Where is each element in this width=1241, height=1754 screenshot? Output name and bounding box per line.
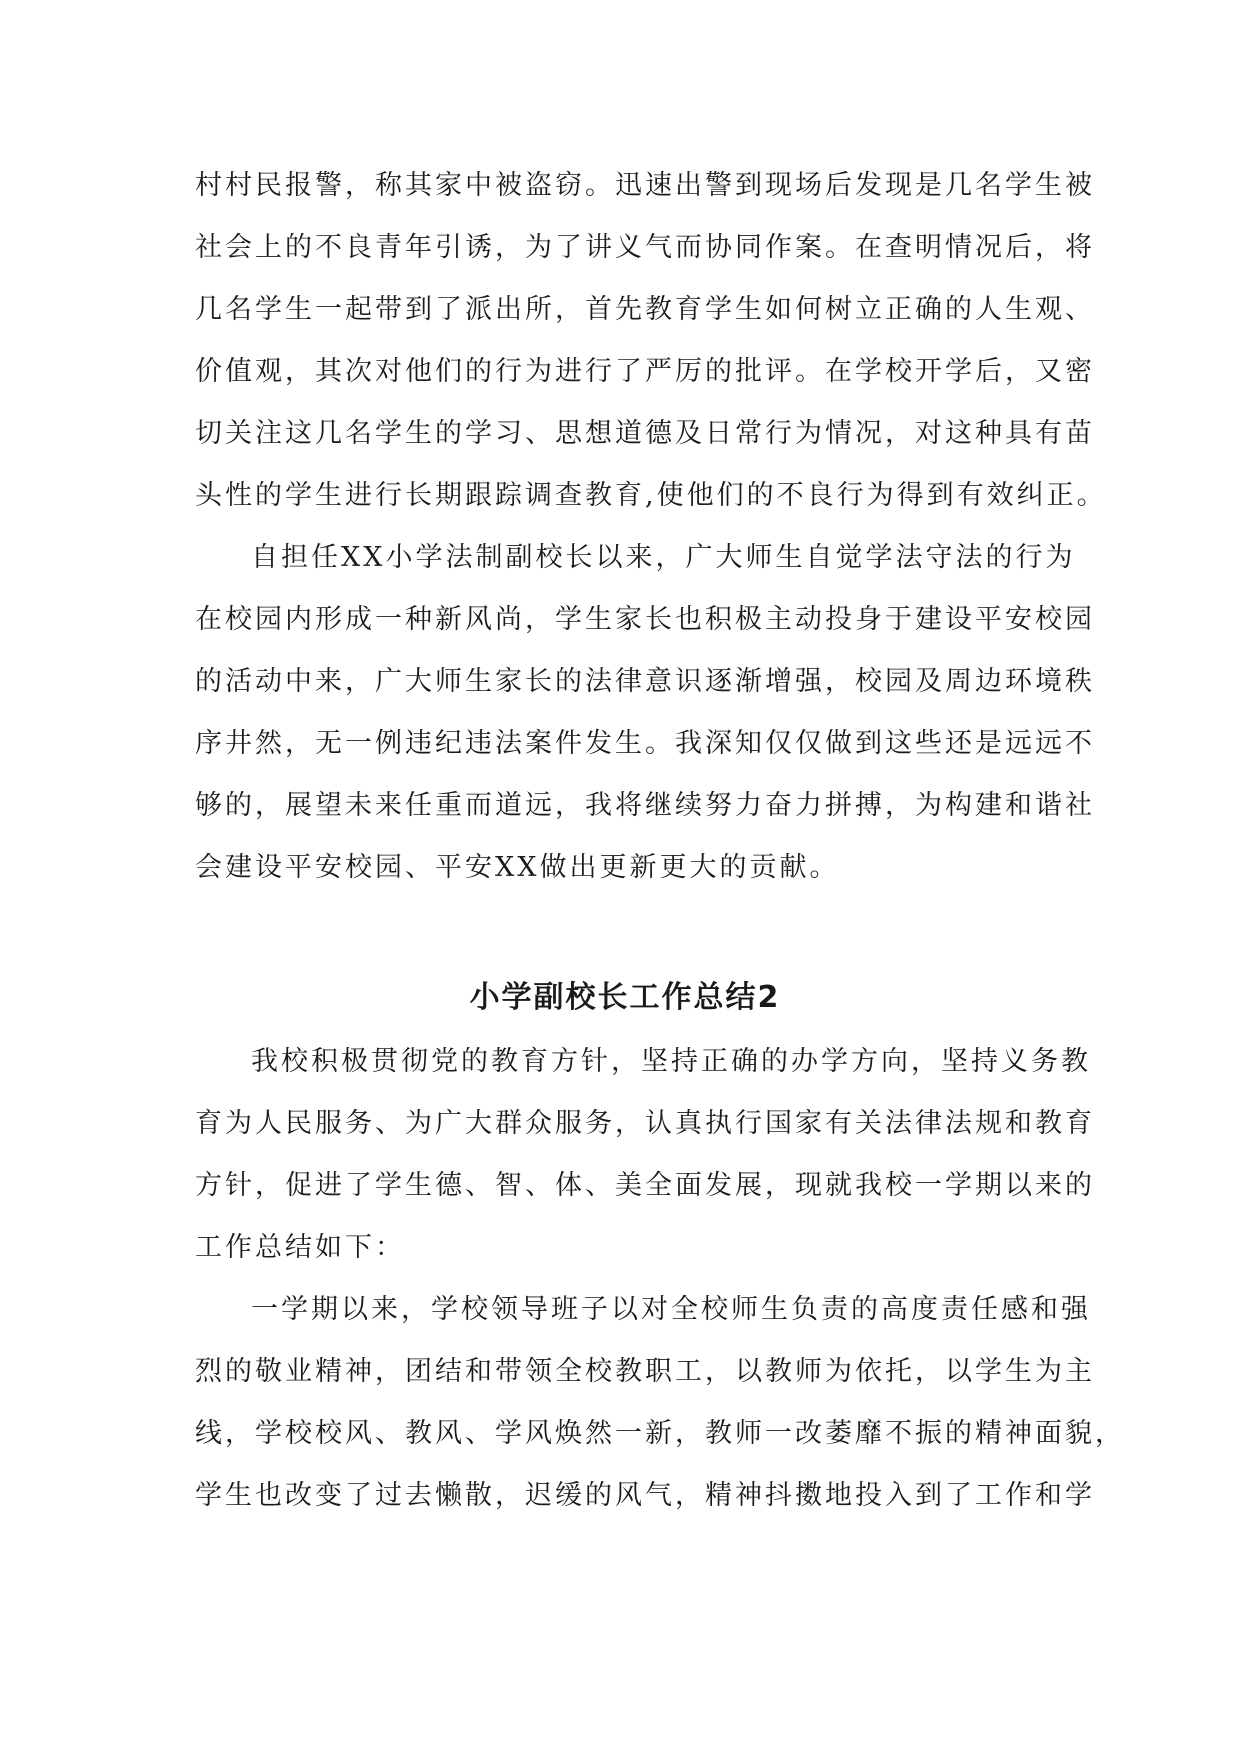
section-gap <box>195 899 1055 965</box>
text-line: 育为人民服务、为广大群众服务，认真执行国家有关法律法规和教育 <box>195 1108 1095 1139</box>
section-heading: 小学副校长工作总结2 <box>469 980 781 1015</box>
text-line: 头性的学生进行长期跟踪调查教育,使他们的不良行为得到有效纠正。 <box>195 480 1107 511</box>
text-line: 工作总结如下： <box>195 1232 405 1263</box>
text-line: 村村民报警，称其家中被盗窃。迅速出警到现场后发现是几名学生被 <box>195 170 1095 201</box>
text-line: 会建设平安校园、平安XX做出更新更大的贡献。 <box>195 852 840 883</box>
text-line: 在校园内形成一种新风尚，学生家长也积极主动投身于建设平安校园 <box>195 604 1095 635</box>
paragraph-2 <box>195 527 1095 899</box>
text-line: 社会上的不良青年引诱，为了讲义气而协同作案。在查明情况后，将 <box>195 232 1095 263</box>
text-line: 线，学校校风、教风、学风焕然一新，教师一改萎靡不振的精神面貌， <box>195 1418 1125 1449</box>
document-body <box>195 155 1125 1527</box>
paragraph-4 <box>195 1279 1125 1527</box>
text-line: 切关注这几名学生的学习、思想道德及日常行为情况，对这种具有苗 <box>195 418 1095 449</box>
text-line: 烈的敬业精神，团结和带领全校教职工，以教师为依托，以学生为主 <box>195 1356 1095 1387</box>
text-line: 几名学生一起带到了派出所，首先教育学生如何树立正确的人生观、 <box>195 294 1095 325</box>
text-line: 的活动中来，广大师生家长的法律意识逐渐增强，校园及周边环境秩 <box>195 666 1095 697</box>
text-line: 学生也改变了过去懒散，迟缓的风气，精神抖擞地投入到了工作和学 <box>195 1480 1095 1511</box>
text-line: 我校积极贯彻党的教育方针，坚持正确的办学方向，坚持义务教 <box>251 1046 1091 1077</box>
text-line: 够的，展望未来任重而道远，我将继续努力奋力拼搏，为构建和谐社 <box>195 790 1095 821</box>
text-line: 序井然，无一例违纪违法案件发生。我深知仅仅做到这些还是远远不 <box>195 728 1095 759</box>
text-line: 方针，促进了学生德、智、体、美全面发展，现就我校一学期以来的 <box>195 1170 1095 1201</box>
paragraph-1 <box>195 155 1107 527</box>
paragraph-3 <box>195 1031 1095 1279</box>
text-line: 价值观，其次对他们的行为进行了严厉的批评。在学校开学后，又密 <box>195 356 1095 387</box>
text-line: 一学期以来，学校领导班子以对全校师生负责的高度责任感和强 <box>251 1294 1091 1325</box>
text-line: 自担任XX小学法制副校长以来，广大师生自觉学法守法的行为 <box>251 542 1076 573</box>
